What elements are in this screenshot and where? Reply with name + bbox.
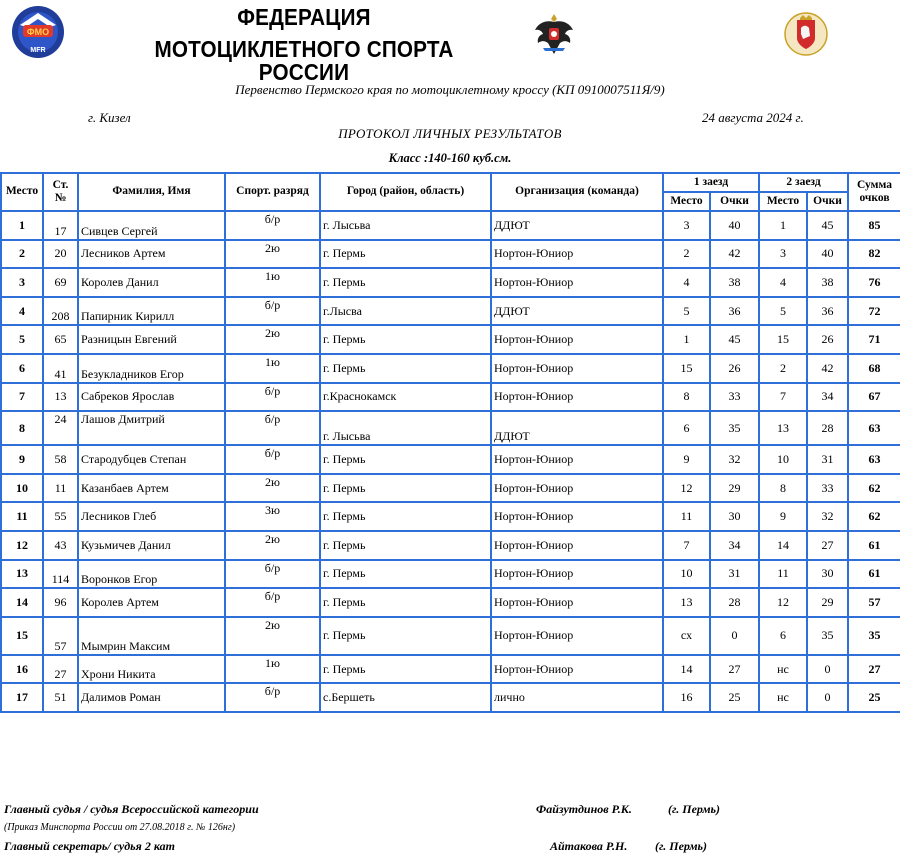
cell-name: Папирник Кирилл (78, 297, 225, 326)
cell-race1-points: 38 (710, 268, 759, 297)
cell-total: 82 (848, 240, 900, 269)
cell-rank: 2ю (225, 531, 320, 560)
table-row (1, 560, 900, 589)
cell-city: г. Лысьва (320, 211, 491, 240)
cell-total: 76 (848, 268, 900, 297)
cell-name: Мымрин Максим (78, 617, 225, 655)
table-row (1, 474, 900, 503)
table-row (1, 588, 900, 617)
cell-name: Разницын Евгений (78, 325, 225, 354)
cell-name: Лашов Дмитрий (78, 411, 225, 445)
cell-organization: Нортон-Юниор (491, 325, 663, 354)
cell-city: г. Пермь (320, 531, 491, 560)
cell-race1-points: 25 (710, 683, 759, 712)
cell-city: г. Пермь (320, 354, 491, 383)
cell-rank: 1ю (225, 354, 320, 383)
header-start-number-line1: Ст. (52, 178, 69, 191)
cell-race2-points: 40 (807, 240, 848, 269)
cell-race1-place: 15 (663, 354, 710, 383)
cell-rank: б/р (225, 297, 320, 326)
cell-race2-points: 0 (807, 683, 848, 712)
cell-name: Королев Данил (78, 268, 225, 297)
chief-judge-name: Файзутдинов Р.К. (536, 802, 632, 816)
cell-place: 7 (1, 383, 43, 412)
cell-place: 10 (1, 474, 43, 503)
header-race1: 1 заезд (663, 173, 759, 192)
table-row (1, 240, 900, 269)
cell-start-number: 65 (43, 325, 78, 354)
federation-title-line1: ФЕДЕРАЦИЯ (237, 4, 371, 30)
cell-city: г. Лысьва (320, 411, 491, 445)
cell-city: г. Пермь (320, 240, 491, 269)
cell-organization: ДДЮТ (491, 211, 663, 240)
chief-secretary-title: Главный секретарь/ судья 2 кат (4, 839, 175, 853)
cell-rank: 2ю (225, 240, 320, 269)
cell-race1-points: 45 (710, 325, 759, 354)
cell-total: 72 (848, 297, 900, 326)
cell-race1-place: 4 (663, 268, 710, 297)
class-label: Класс :140-160 куб.см. (388, 151, 512, 165)
cell-place: 8 (1, 411, 43, 445)
chief-judge-city: (г. Пермь) (668, 802, 721, 816)
cell-rank: б/р (225, 560, 320, 589)
cell-total: 35 (848, 617, 900, 655)
cell-race2-place: нс (759, 683, 807, 712)
cell-race1-points: 30 (710, 502, 759, 531)
table-row (1, 445, 900, 474)
cell-start-number: 41 (43, 354, 78, 383)
cell-race2-place: 4 (759, 268, 807, 297)
cell-place: 5 (1, 325, 43, 354)
cell-place: 16 (1, 655, 43, 684)
cell-race1-points: 36 (710, 297, 759, 326)
cell-place: 3 (1, 268, 43, 297)
cell-name: Стародубцев Степан (78, 445, 225, 474)
cell-name: Сабреков Ярослав (78, 383, 225, 412)
cell-city: г. Пермь (320, 268, 491, 297)
cell-race1-points: 27 (710, 655, 759, 684)
cell-name: Лесников Глеб (78, 502, 225, 531)
table-row (1, 383, 900, 412)
cell-city: г.Лысва (320, 297, 491, 326)
cell-organization: Нортон-Юниор (491, 655, 663, 684)
cell-race1-place: 1 (663, 325, 710, 354)
cell-race1-points: 33 (710, 383, 759, 412)
cell-name: Сивцев Сергей (78, 211, 225, 240)
protocol-title: ПРОТОКОЛ ЛИЧНЫХ РЕЗУЛЬТАТОВ (338, 126, 562, 141)
cell-race2-place: 10 (759, 445, 807, 474)
cell-rank: б/р (225, 588, 320, 617)
cell-rank: 2ю (225, 325, 320, 354)
table-row (1, 617, 900, 655)
cell-start-number: 11 (43, 474, 78, 503)
cell-name: Кузьмичев Данил (78, 531, 225, 560)
cell-name: Воронков Егор (78, 560, 225, 589)
cell-city: г. Пермь (320, 502, 491, 531)
header-start-number-line2: № (54, 192, 67, 204)
cell-organization: Нортон-Юниор (491, 445, 663, 474)
header-race1-points: Очки (710, 192, 759, 211)
event-date: 24 августа 2024 г. (702, 110, 804, 125)
table-row (1, 531, 900, 560)
cell-total: 27 (848, 655, 900, 684)
cell-rank: 1ю (225, 268, 320, 297)
table-row (1, 502, 900, 531)
table-row (1, 211, 900, 240)
cell-total: 61 (848, 560, 900, 589)
cell-race2-place: 9 (759, 502, 807, 531)
cell-organization: Нортон-Юниор (491, 383, 663, 412)
cell-race2-points: 0 (807, 655, 848, 684)
cell-start-number: 17 (43, 211, 78, 240)
cell-race1-place: 9 (663, 445, 710, 474)
cell-race1-points: 29 (710, 474, 759, 503)
cell-race2-points: 31 (807, 445, 848, 474)
cell-name: Королев Артем (78, 588, 225, 617)
cell-race1-place: 16 (663, 683, 710, 712)
cell-city: г.Краснокамск (320, 383, 491, 412)
cell-race2-place: 12 (759, 588, 807, 617)
cell-total: 62 (848, 502, 900, 531)
cell-start-number: 57 (43, 617, 78, 655)
cell-race1-place: 12 (663, 474, 710, 503)
cell-organization: Нортон-Юниор (491, 268, 663, 297)
cell-start-number: 69 (43, 268, 78, 297)
cell-start-number: 51 (43, 683, 78, 712)
cell-race1-place: 6 (663, 411, 710, 445)
header-total-line2: очков (859, 192, 890, 204)
cell-race2-place: 1 (759, 211, 807, 240)
svg-text:ФМО: ФМО (26, 27, 50, 37)
cell-rank: 2ю (225, 474, 320, 503)
cell-race2-place: 2 (759, 354, 807, 383)
cell-race1-points: 32 (710, 445, 759, 474)
cell-city: с.Бершеть (320, 683, 491, 712)
cell-city: г. Пермь (320, 445, 491, 474)
cell-city: г. Пермь (320, 617, 491, 655)
cell-race1-points: 34 (710, 531, 759, 560)
cell-rank: 1ю (225, 655, 320, 684)
cell-organization: Нортон-Юниор (491, 354, 663, 383)
cell-race1-points: 35 (710, 411, 759, 445)
cell-race2-points: 32 (807, 502, 848, 531)
cell-city: г. Пермь (320, 474, 491, 503)
cell-race1-points: 40 (710, 211, 759, 240)
table-row (1, 297, 900, 326)
cell-organization: Нортон-Юниор (491, 588, 663, 617)
cell-start-number: 20 (43, 240, 78, 269)
cell-organization: Нортон-Юниор (491, 531, 663, 560)
cell-race1-place: 5 (663, 297, 710, 326)
cell-total: 63 (848, 445, 900, 474)
cell-total: 62 (848, 474, 900, 503)
cell-total: 68 (848, 354, 900, 383)
order-note: (Приказ Минспорта России от 27.08.2018 г. № 126нг) (4, 822, 236, 833)
header-race2-points: Очки (807, 192, 848, 211)
chief-judge-title: Главный судья / судья Всероссийской категории (4, 802, 259, 816)
cell-race1-place: 11 (663, 502, 710, 531)
cell-city: г. Пермь (320, 325, 491, 354)
header-total-line1: Сумма (857, 178, 892, 191)
cell-organization: ДДЮТ (491, 411, 663, 445)
header-rank: Спорт. разряд (225, 173, 320, 211)
cell-start-number: 55 (43, 502, 78, 531)
cell-rank: б/р (225, 383, 320, 412)
cell-total: 71 (848, 325, 900, 354)
cell-place: 1 (1, 211, 43, 240)
cell-start-number: 96 (43, 588, 78, 617)
cell-total: 57 (848, 588, 900, 617)
table-row (1, 683, 900, 712)
cell-organization: Нортон-Юниор (491, 240, 663, 269)
cell-place: 11 (1, 502, 43, 531)
cell-rank: 2ю (225, 617, 320, 655)
cell-race1-place: 14 (663, 655, 710, 684)
cell-place: 13 (1, 560, 43, 589)
competition-title: Первенство Пермского края по мотоциклетному кроссу (КП 0910007511Я/9) (235, 82, 665, 97)
cell-race1-place: сх (663, 617, 710, 655)
cell-rank: б/р (225, 683, 320, 712)
cell-total: 61 (848, 531, 900, 560)
cell-race2-place: 6 (759, 617, 807, 655)
cell-race1-place: 13 (663, 588, 710, 617)
cell-start-number: 24 (43, 411, 78, 445)
header-race2: 2 заезд (759, 173, 848, 192)
cell-race1-points: 28 (710, 588, 759, 617)
cell-race2-place: 3 (759, 240, 807, 269)
cell-race2-points: 30 (807, 560, 848, 589)
cell-start-number: 58 (43, 445, 78, 474)
cell-race1-points: 0 (710, 617, 759, 655)
cell-place: 2 (1, 240, 43, 269)
cell-race1-place: 7 (663, 531, 710, 560)
cell-place: 14 (1, 588, 43, 617)
table-row (1, 354, 900, 383)
table-row (1, 268, 900, 297)
table-row (1, 325, 900, 354)
cell-race2-points: 33 (807, 474, 848, 503)
cell-race2-points: 35 (807, 617, 848, 655)
cell-place: 9 (1, 445, 43, 474)
cell-rank: б/р (225, 445, 320, 474)
cell-race2-place: 14 (759, 531, 807, 560)
header-race2-place: Место (759, 192, 807, 211)
event-city: г. Кизел (88, 110, 131, 125)
cell-total: 85 (848, 211, 900, 240)
cell-organization: Нортон-Юниор (491, 502, 663, 531)
cell-race2-points: 42 (807, 354, 848, 383)
cell-start-number: 13 (43, 383, 78, 412)
cell-start-number: 114 (43, 560, 78, 589)
cell-race2-points: 38 (807, 268, 848, 297)
cell-race2-place: нс (759, 655, 807, 684)
cell-place: 4 (1, 297, 43, 326)
cell-race2-place: 15 (759, 325, 807, 354)
svg-text:MFR: MFR (30, 47, 46, 54)
cell-race2-points: 36 (807, 297, 848, 326)
cell-rank: б/р (225, 211, 320, 240)
cell-place: 6 (1, 354, 43, 383)
cell-city: г. Пермь (320, 655, 491, 684)
cell-place: 17 (1, 683, 43, 712)
cell-city: г. Пермь (320, 588, 491, 617)
cell-start-number: 43 (43, 531, 78, 560)
cell-race2-points: 29 (807, 588, 848, 617)
header-start-number (43, 173, 78, 211)
cell-place: 12 (1, 531, 43, 560)
cell-name: Лесников Артем (78, 240, 225, 269)
chief-secretary-city: (г. Пермь) (655, 839, 708, 853)
cell-total: 67 (848, 383, 900, 412)
cell-race1-place: 2 (663, 240, 710, 269)
cell-race2-place: 13 (759, 411, 807, 445)
results-table (0, 172, 900, 713)
cell-rank: 3ю (225, 502, 320, 531)
header-race1-place: Место (663, 192, 710, 211)
cell-race2-place: 8 (759, 474, 807, 503)
cell-start-number: 208 (43, 297, 78, 326)
cell-race2-points: 28 (807, 411, 848, 445)
cell-rank: б/р (225, 411, 320, 445)
cell-start-number: 27 (43, 655, 78, 684)
header-place: Место (1, 173, 43, 211)
cell-name: Казанбаев Артем (78, 474, 225, 503)
cell-race2-points: 26 (807, 325, 848, 354)
results-body (1, 211, 900, 712)
cell-race1-place: 10 (663, 560, 710, 589)
cell-race1-points: 26 (710, 354, 759, 383)
cell-place: 15 (1, 617, 43, 655)
header-name: Фамилия, Имя (78, 173, 225, 211)
cell-total: 25 (848, 683, 900, 712)
cell-organization: Нортон-Юниор (491, 560, 663, 589)
table-row (1, 655, 900, 684)
cell-race1-points: 31 (710, 560, 759, 589)
table-row (1, 411, 900, 445)
cell-race2-points: 27 (807, 531, 848, 560)
cell-race2-points: 34 (807, 383, 848, 412)
ministry-eagle-emblem (533, 10, 575, 58)
cell-name: Безукладников Егор (78, 354, 225, 383)
cell-organization: лично (491, 683, 663, 712)
cell-organization: Нортон-Юниор (491, 617, 663, 655)
cell-total: 63 (848, 411, 900, 445)
cell-name: Хрони Никита (78, 655, 225, 684)
federation-title-line2: МОТОЦИКЛЕТНОГО СПОРТА РОССИИ (154, 36, 454, 85)
cell-race1-place: 8 (663, 383, 710, 412)
perm-region-emblem (781, 12, 831, 56)
cell-race1-points: 42 (710, 240, 759, 269)
cell-organization: ДДЮТ (491, 297, 663, 326)
cell-race2-place: 5 (759, 297, 807, 326)
cell-race1-place: 3 (663, 211, 710, 240)
cell-race2-place: 7 (759, 383, 807, 412)
header-city: Город (район, область) (320, 173, 491, 211)
header-organization: Организация (команда) (491, 173, 663, 211)
chief-secretary-name: Айтакова Р.Н. (550, 839, 628, 853)
mfr-logo (7, 5, 69, 60)
cell-race2-points: 45 (807, 211, 848, 240)
cell-name: Далимов Роман (78, 683, 225, 712)
cell-race2-place: 11 (759, 560, 807, 589)
cell-city: г. Пермь (320, 560, 491, 589)
header-total (848, 173, 900, 211)
cell-organization: Нортон-Юниор (491, 474, 663, 503)
